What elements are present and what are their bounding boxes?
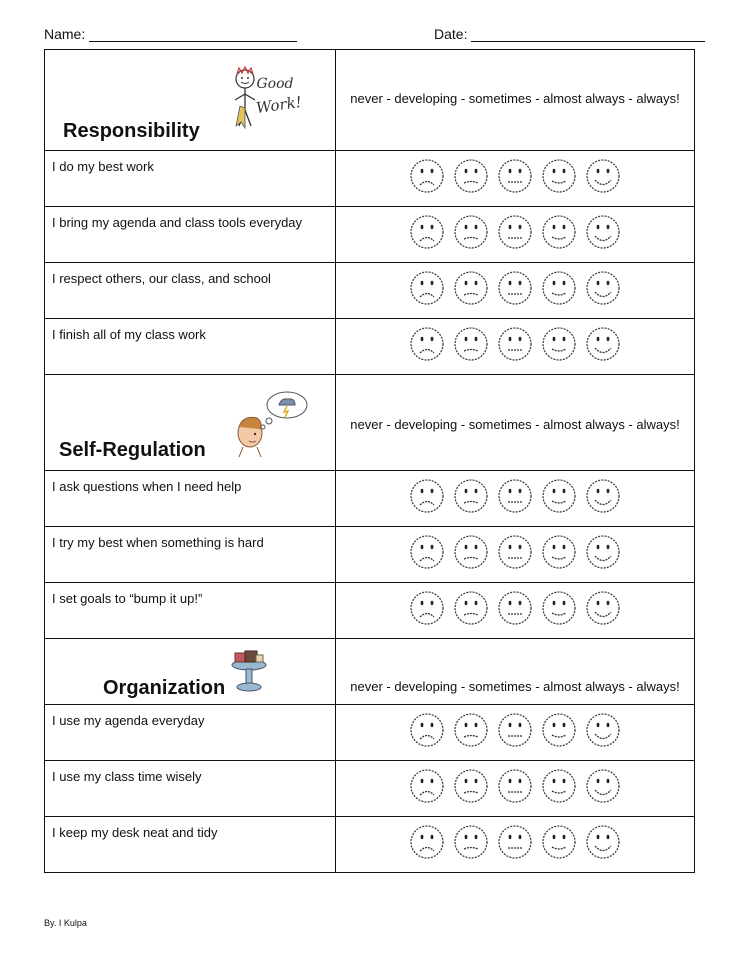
stacked-tray-icon [229, 647, 269, 695]
rating-cell [336, 207, 695, 263]
face-sometimes-icon[interactable] [497, 590, 533, 626]
statement-row [45, 151, 695, 207]
rating-faces [336, 761, 694, 804]
statement-text: I ask questions when I need help [52, 479, 242, 494]
section-title-cell [45, 50, 336, 151]
name-blank-line[interactable] [89, 27, 297, 42]
face-always-icon[interactable] [585, 590, 621, 626]
thinking-person-icon [235, 387, 311, 459]
statement-text: I set goals to “bump it up!” [52, 591, 203, 606]
face-always-icon[interactable] [585, 534, 621, 570]
statement-text: I bring my agenda and class tools everyday [52, 215, 303, 230]
section-header-row [45, 639, 695, 705]
statement-cell [45, 319, 336, 375]
statement-row [45, 471, 695, 527]
rating-faces [336, 705, 694, 748]
face-always-icon[interactable] [585, 214, 621, 250]
rating-scale-text: never - developing - sometimes - almost always - always! [350, 417, 680, 432]
face-developing-icon[interactable] [453, 824, 489, 860]
section-title: Organization [103, 677, 226, 699]
rating-scale-text: never - developing - sometimes - almost always - always! [350, 91, 680, 106]
face-always-icon[interactable] [585, 326, 621, 362]
face-almost-always-icon[interactable] [541, 326, 577, 362]
face-sometimes-icon[interactable] [497, 326, 533, 362]
rating-faces [336, 527, 694, 570]
statement-row [45, 817, 695, 873]
statement-text: I keep my desk neat and tidy [52, 825, 218, 840]
section-title-cell [45, 639, 336, 705]
section-header-row [45, 50, 695, 151]
face-almost-always-icon[interactable] [541, 478, 577, 514]
face-developing-icon[interactable] [453, 534, 489, 570]
rating-cell [336, 583, 695, 639]
statement-row [45, 705, 695, 761]
rating-faces [336, 151, 694, 194]
statement-cell [45, 207, 336, 263]
face-sometimes-icon[interactable] [497, 478, 533, 514]
rating-faces [336, 207, 694, 250]
face-almost-always-icon[interactable] [541, 590, 577, 626]
scale-cell [336, 375, 695, 471]
rating-cell [336, 817, 695, 873]
face-never-icon[interactable] [409, 590, 445, 626]
name-field[interactable] [44, 26, 297, 42]
face-developing-icon[interactable] [453, 478, 489, 514]
face-almost-always-icon[interactable] [541, 712, 577, 748]
statement-cell [45, 263, 336, 319]
statement-row [45, 527, 695, 583]
face-developing-icon[interactable] [453, 158, 489, 194]
face-never-icon[interactable] [409, 214, 445, 250]
rating-scale-text: never - developing - sometimes - almost always - always! [350, 679, 680, 694]
rating-faces [336, 263, 694, 306]
face-never-icon[interactable] [409, 712, 445, 748]
face-sometimes-icon[interactable] [497, 768, 533, 804]
rating-faces [336, 319, 694, 362]
date-label: Date: [434, 26, 468, 42]
name-label: Name: [44, 26, 86, 42]
face-never-icon[interactable] [409, 534, 445, 570]
face-always-icon[interactable] [585, 478, 621, 514]
statement-text: I do my best work [52, 159, 154, 174]
statement-cell [45, 527, 336, 583]
rating-cell [336, 319, 695, 375]
author-credit: By. I Kulpa [44, 918, 87, 928]
statement-text: I try my best when something is hard [52, 535, 264, 550]
face-sometimes-icon[interactable] [497, 214, 533, 250]
section-title: Responsibility [63, 120, 200, 142]
rating-cell [336, 705, 695, 761]
statement-row [45, 263, 695, 319]
face-never-icon[interactable] [409, 824, 445, 860]
sticker-text-good: Good [256, 76, 294, 92]
face-never-icon[interactable] [409, 478, 445, 514]
face-sometimes-icon[interactable] [497, 270, 533, 306]
statement-cell [45, 761, 336, 817]
face-sometimes-icon[interactable] [497, 712, 533, 748]
statement-row [45, 319, 695, 375]
face-never-icon[interactable] [409, 768, 445, 804]
face-almost-always-icon[interactable] [541, 824, 577, 860]
scale-cell [336, 639, 695, 705]
section-title: Self-Regulation [59, 439, 206, 461]
rating-faces [336, 583, 694, 626]
scale-cell [336, 50, 695, 151]
rating-cell [336, 471, 695, 527]
rating-cell [336, 263, 695, 319]
face-developing-icon[interactable] [453, 712, 489, 748]
face-developing-icon[interactable] [453, 214, 489, 250]
statement-cell [45, 817, 336, 873]
sticker-text-work: Work! [254, 92, 303, 118]
face-almost-always-icon[interactable] [541, 158, 577, 194]
face-sometimes-icon[interactable] [497, 534, 533, 570]
face-developing-icon[interactable] [453, 270, 489, 306]
statement-text: I finish all of my class work [52, 327, 206, 342]
statement-cell [45, 705, 336, 761]
face-developing-icon[interactable] [453, 768, 489, 804]
statement-cell [45, 151, 336, 207]
face-almost-always-icon[interactable] [541, 534, 577, 570]
date-field[interactable] [434, 26, 705, 42]
face-always-icon[interactable] [585, 768, 621, 804]
section-header-row [45, 375, 695, 471]
statement-text: I respect others, our class, and school [52, 271, 271, 286]
statement-cell [45, 471, 336, 527]
date-blank-line[interactable] [471, 27, 705, 42]
good-work-sticker-icon [231, 66, 311, 134]
rating-cell [336, 527, 695, 583]
face-always-icon[interactable] [585, 158, 621, 194]
face-always-icon[interactable] [585, 824, 621, 860]
face-almost-always-icon[interactable] [541, 270, 577, 306]
statement-text: I use my agenda everyday [52, 713, 205, 728]
face-always-icon[interactable] [585, 270, 621, 306]
self-assessment-table [44, 49, 695, 873]
face-never-icon[interactable] [409, 158, 445, 194]
rating-cell [336, 761, 695, 817]
face-sometimes-icon[interactable] [497, 824, 533, 860]
section-title-cell [45, 375, 336, 471]
face-almost-always-icon[interactable] [541, 214, 577, 250]
face-developing-icon[interactable] [453, 590, 489, 626]
statement-cell [45, 583, 336, 639]
rating-cell [336, 151, 695, 207]
statement-row [45, 207, 695, 263]
statement-text: I use my class time wisely [52, 769, 202, 784]
rating-faces [336, 471, 694, 514]
statement-row [45, 761, 695, 817]
face-developing-icon[interactable] [453, 326, 489, 362]
face-sometimes-icon[interactable] [497, 158, 533, 194]
face-always-icon[interactable] [585, 712, 621, 748]
statement-row [45, 583, 695, 639]
face-never-icon[interactable] [409, 270, 445, 306]
face-almost-always-icon[interactable] [541, 768, 577, 804]
face-never-icon[interactable] [409, 326, 445, 362]
rating-faces [336, 817, 694, 860]
